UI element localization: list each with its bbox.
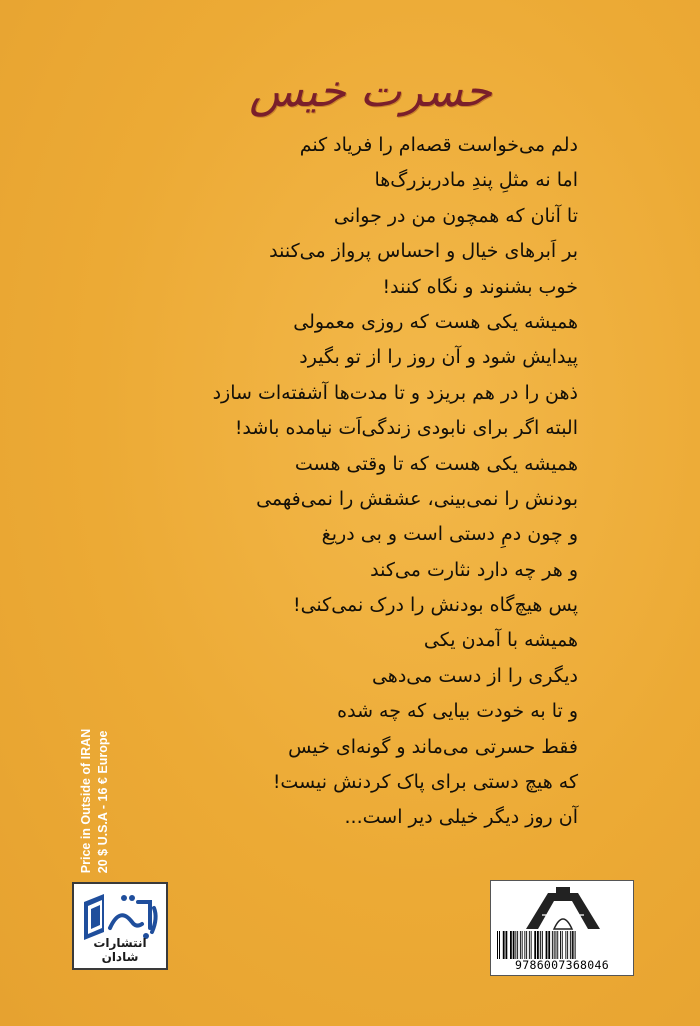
price-outside-label: Price in Outside of IRAN xyxy=(79,728,93,874)
poem-line: و چون دمِ دستی است و بی دریغ xyxy=(321,523,578,546)
price-text xyxy=(78,729,112,873)
barcode-bars xyxy=(495,931,629,959)
poem-line: و تا به خودت بیایی که چه شده xyxy=(337,700,578,723)
poem xyxy=(158,128,578,836)
isbn-number: 9786007368046 xyxy=(515,958,609,972)
poem-line: بر اَبرهای خیال و احساس پرواز می‌کنند xyxy=(269,240,578,263)
publisher-logo xyxy=(72,882,168,970)
poem-line: خوب بشنوند و نگاه کنند! xyxy=(382,275,578,298)
poem-line: همیشه با آمدن یکی xyxy=(423,629,578,652)
poem-line: فقط حسرتی می‌ماند و گونه‌ای خیس xyxy=(288,735,578,758)
poem-line: که هیچ دستی برای پاک کردنش نیست! xyxy=(272,771,578,794)
poem-line: همیشه یکی هست که تا وقتی هست xyxy=(294,452,578,475)
poem-line: ذهن را در هم بریزد و تا مدت‌ها آشفته‌ات سازد xyxy=(212,381,578,404)
poem-line: و هر چه دارد نثارت می‌کند xyxy=(370,558,578,581)
poem-line: دیگری را از دست می‌دهی xyxy=(371,664,578,687)
book-title: حسرت خیس xyxy=(249,66,492,117)
azadi-tower-icon xyxy=(518,885,608,931)
poem-line: دلم می‌خواست قصه‌ام را فریاد کنم xyxy=(299,134,578,156)
poem-line: آن روز دیگر خیلی دیر است... xyxy=(344,806,578,829)
poem-line: پیدایش شود و آن روز را از تو بگیرد xyxy=(299,346,578,369)
poem-line: پس هیچ‌گاه بودنش را درک نمی‌کنی! xyxy=(292,594,578,617)
isbn-barcode xyxy=(490,880,634,976)
publisher-name: انتشارات شادان xyxy=(93,936,147,964)
poem-line: تا آنان که همچون من در جوانی xyxy=(333,204,578,227)
poem-line: همیشه یکی هست که روزی معمولی xyxy=(293,310,578,333)
price-block xyxy=(68,696,122,906)
poem-line: البته اگر برای نابودی زندگی‌اَت نیامده باشد! xyxy=(234,417,578,440)
poem-line: اما نه مثلِ پندِ مادربزرگ‌ها xyxy=(374,169,578,192)
poem-line: بودنش را نمی‌بینی، عشقش را نمی‌فهمی xyxy=(256,487,578,510)
price-values: 20 $ U.S.A - 16 € Europe xyxy=(96,730,110,874)
